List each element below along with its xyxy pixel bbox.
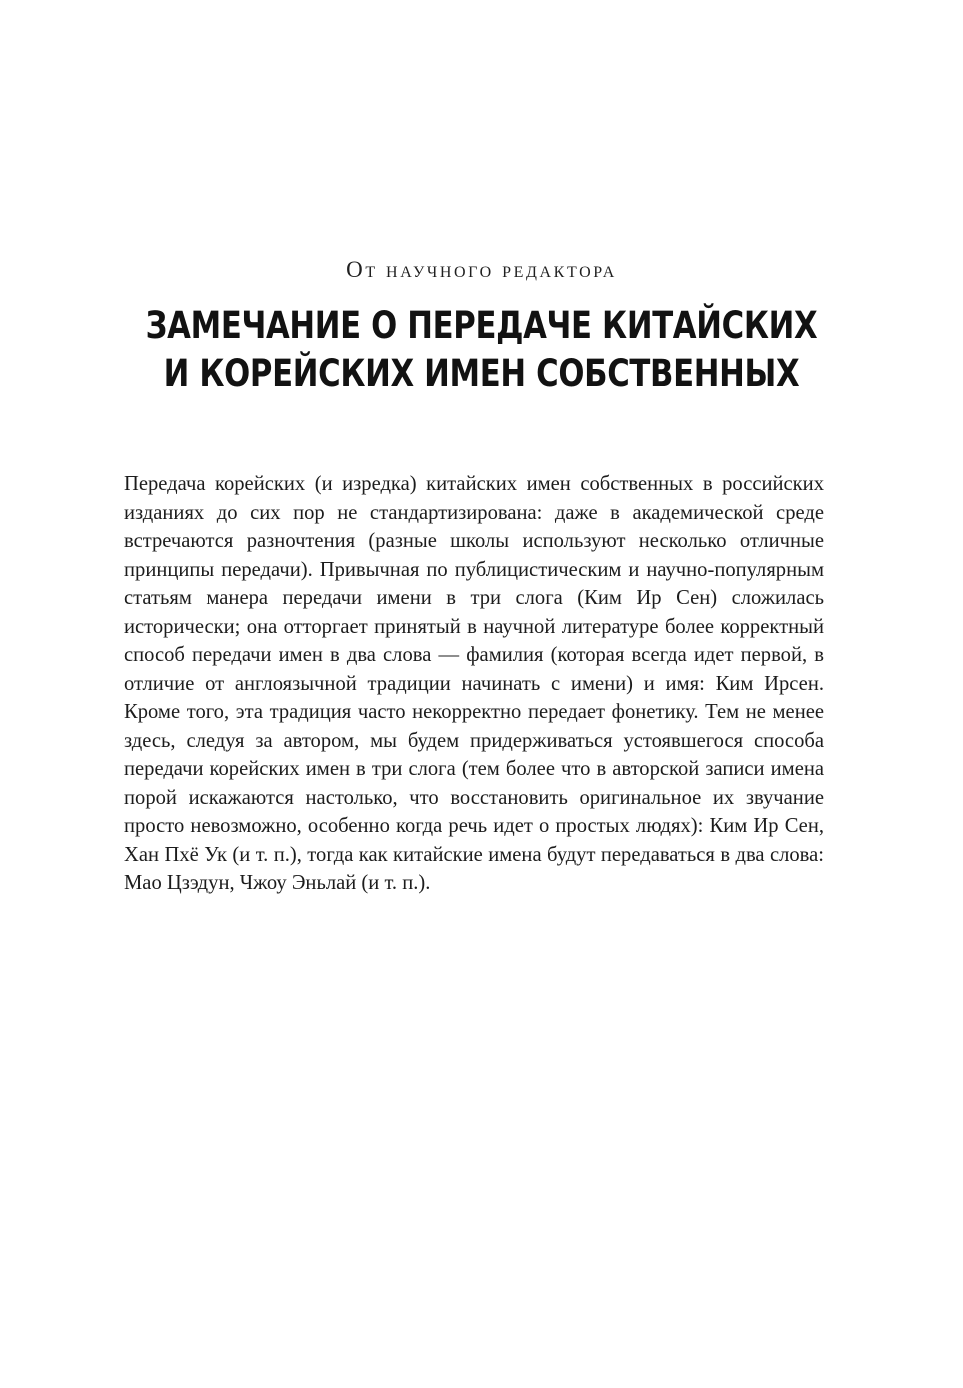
body-paragraph: Передача корейских (и изредка) китайских имен собственных в российских изданиях до сих пор не стандартизирована: даже в академической среде встречаются разночтения (разные школы используют несколько отличные принципы передачи). Привычная по публицистическим и научно-популярным статьям манера передачи имени в три слога (Ким Ир Сен) сложилась исторически; она отторгает принятый в научной литературе более корректный способ передачи имен в два слова — фамилия (которая всегда идет первой, в отличие от англоязычной традиции начинать с имени) и имя: Ким Ирсен. Кроме того, эта традиция часто некорректно передает фонетику. Тем не менее здесь, следуя за автором, мы будем придерживаться устоявшегося способа передачи корейских имен в три слога (тем более что в авторской записи имена порой искажаются настолько, что восстановить оригинальное их звучание просто невозможно, особенно когда речь идет о простых людях): Ким Ир Сен, Хан Пхё Ук (и т. п.), тогда как китайские имена будут передаваться в два слова: Мао Цзэдун, Чжоу Эньлай (и т. п.).: [124, 473, 824, 894]
page-title-line-1: ЗАМЕЧАНИЕ О ПЕРЕДАЧЕ КИТАЙСКИХ: [145, 304, 818, 347]
section-kicker: От научного редактора: [346, 257, 617, 282]
page-title: [82, 302, 881, 398]
page-title-line-2: И КОРЕЙСКИХ ИМЕН СОБСТВЕННЫХ: [163, 352, 800, 395]
